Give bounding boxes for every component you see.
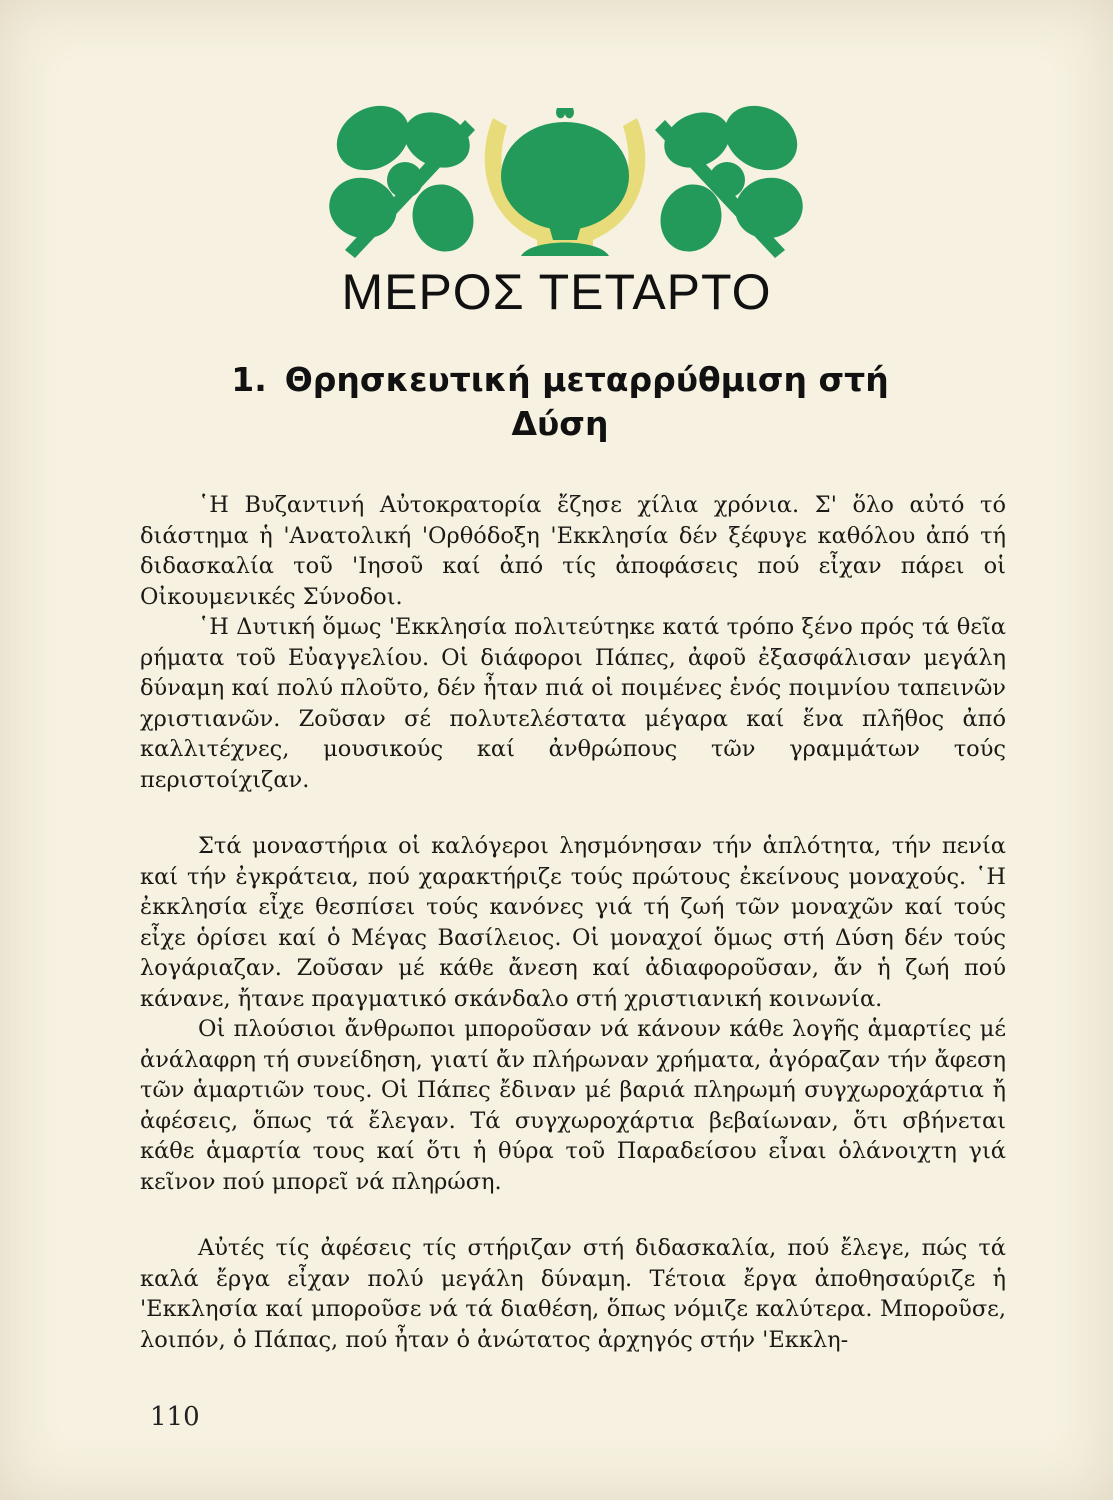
center-vase xyxy=(501,108,629,256)
paragraph: ῾Η Βυζαντινή Αὐτοκρατορία ἔζησε χίλια χρόνια. Σ' ὅλο αὐτό τό διάστημα ἡ 'Ανατολική 'Ορθόδοξη 'Εκκλησία δέν ξέφυγε καθόλου ἀπό τή διδασκαλία τοῦ 'Ιησοῦ καί ἀπό τίς ἀποφάσεις πού εἶχαν πάρει οἱ Οἰκουμενικές Σύνοδοι. xyxy=(140,492,1006,610)
page-number: 110 xyxy=(150,1402,200,1432)
paragraph: ῾Η Δυτική ὅμως 'Εκκλησία πολιτεύτηκε κατά τρόπο ξένο πρός τά θεῖα ρήματα τοῦ Εὐαγγελίου. Οἱ διάφοροι Πάπες, ἀφοῦ ἐξασφάλισαν μεγάλη δύναμη καί πολύ πλοῦτο, δέν ἦταν πιά οἱ ποιμένες ἑνός ποιμνίου ταπεινῶν χριστιανῶν. Ζοῦσαν σέ πολυτελέστατα μέγαρα καί ἕνα πλῆθος ἀπό καλλιτέχνες, μουσικούς καί ἀνθρώπους τῶν γραμμάτων τούς περιστοίχιζαν. xyxy=(140,614,1006,793)
chapter-heading xyxy=(200,358,920,446)
chapter-title: Θρησκευτική μεταρρύθμιση στή Δύση xyxy=(284,360,889,443)
body-text xyxy=(140,490,1006,1355)
paragraph: Αὐτές τίς ἀφέσεις τίς στήριζαν στή διδασκαλία, πού ἔλεγε, πώς τά καλά ἔργα εἶχαν πολύ μεγάλη δύναμη. Τέτοια ἔργα ἀποθησαύριζε ἡ 'Εκκλησία καί μποροῦσε νά τά διαθέση, ὅπως νόμιζε καλύτερα. Μποροῦσε, λοιπόν, ὁ Πάπας, πού ἦταν ὁ ἀνώτατος ἀρχηγός στήν 'Εκκλη- xyxy=(140,1235,1006,1353)
paragraph: Οἱ πλούσιοι ἄνθρωποι μποροῦσαν νά κάνουν κάθε λογῆς ἁμαρτίες μέ ἀνάλαφρη τή συνείδηση, γιατί ἄν πλήρωναν χρήματα, ἀγόραζαν τήν ἄφεση τῶν ἁμαρτιῶν τους. Οἱ Πάπες ἔδιναν μέ βαριά πληρωμή συγχωροχάρτια ἤ ἀφέσεις, ὅπως τά ἔλεγαν. Τά συγχωροχάρτια βεβαίωναν, ὅτι σβήνεται κάθε ἁμαρτία τους καί ὅτι ἡ θύρα τοῦ Παραδείσου εἶναι ὁλάνοιχτη γιά κεῖνον πού μπορεῖ νά πληρώση. xyxy=(140,1016,1006,1195)
part-title: ΜΕΡΟΣ ΤΕΤΑΡΤΟ xyxy=(341,264,772,320)
chapter-number: 1. xyxy=(231,360,267,399)
clover-and-vase-ornament-icon xyxy=(325,100,805,260)
left-clover xyxy=(325,100,483,260)
right-clover xyxy=(651,100,805,260)
paragraph: Στά μοναστήρια οἱ καλόγεροι λησμόνησαν τήν ἁπλότητα, τήν πενία καί τήν ἐγκράτεια, πού χαρακτήριζε τούς πρώτους ἐκείνους μοναχούς. ῾Η ἐκκλησία εἶχε θεσπίσει τούς κανόνες γιά τή ζωή τῶν μοναχῶν καί τούς εἶχε ὁρίσει καί ὁ Μέγας Βασίλειος. Οἱ μοναχοί ὅμως στή Δύση δέν τούς λογάριαζαν. Ζοῦσαν μέ κάθε ἄνεση καί ἀδιαφοροῦσαν, ἄν ἡ ζωή πού κάνανε, ἤτανε πραγματικό σκάνδαλο στή χριστιανική κοινωνία. xyxy=(140,833,1006,1012)
